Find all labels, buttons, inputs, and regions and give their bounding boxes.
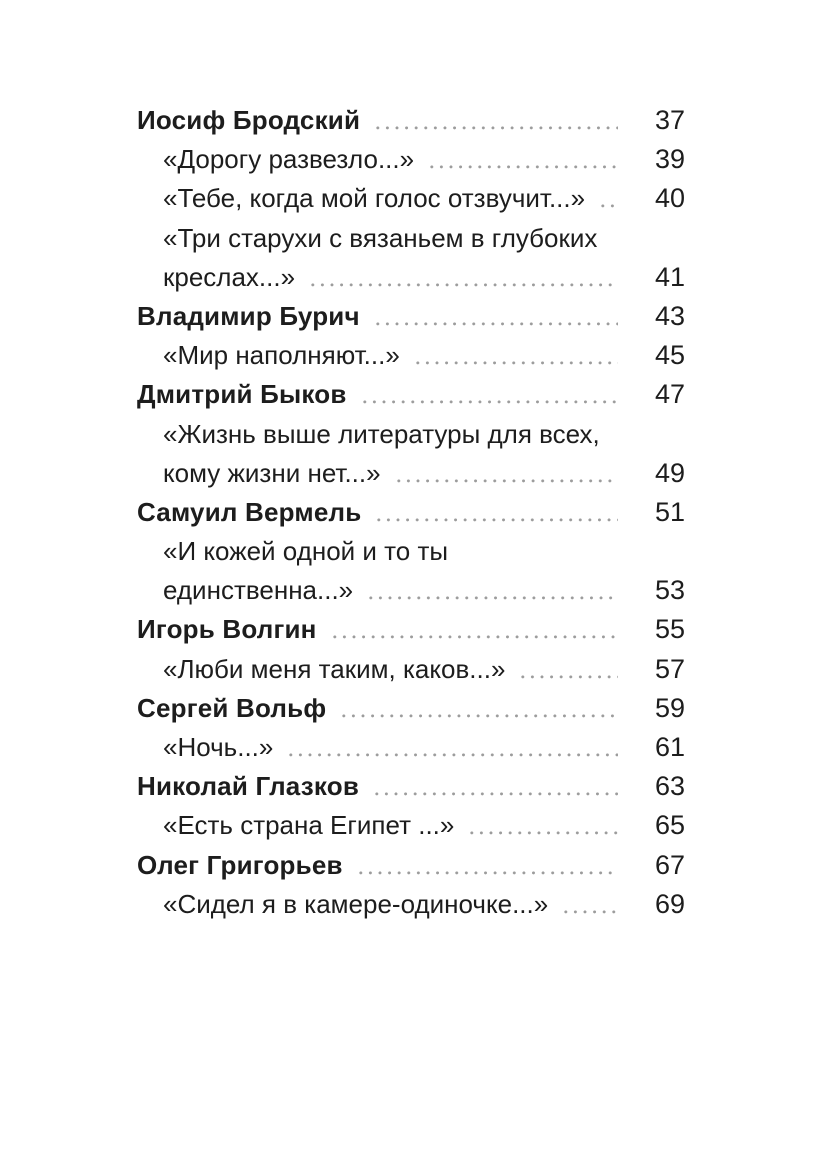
poem-title: «Три старухи с вязаньем в глубоких (163, 222, 598, 253)
page-number: 39 (654, 144, 685, 175)
toc-line (137, 689, 685, 728)
page-number: 65 (654, 810, 685, 841)
toc-author-entry (137, 689, 685, 728)
toc-line (137, 258, 685, 297)
page-number: 41 (654, 261, 685, 292)
poem-title: «Есть страна Египет ...» (163, 810, 455, 841)
dotted-leader (374, 493, 618, 532)
toc-poem-entry (137, 532, 685, 610)
toc-poem-entry (137, 415, 685, 493)
page-number: 49 (654, 457, 685, 488)
toc-line (137, 336, 685, 375)
poem-title: «Мир наполняют...» (163, 340, 400, 371)
dotted-leader (598, 179, 618, 218)
toc-line (137, 415, 685, 454)
toc-author-entry (137, 101, 685, 140)
poem-title: «Тебе, когда мой голос отзвучит...» (163, 183, 586, 214)
dotted-leader (373, 297, 618, 336)
page-number: 61 (654, 732, 685, 762)
toc-line (137, 179, 685, 218)
toc-line (137, 806, 685, 845)
dotted-leader (308, 258, 618, 297)
page-number: 57 (654, 653, 685, 684)
toc-line (137, 140, 685, 179)
toc-poem-entry (137, 885, 685, 924)
dotted-leader (394, 454, 618, 493)
poem-title: «И кожей одной и то ты (163, 536, 449, 567)
page-number: 51 (654, 496, 685, 527)
poem-title: «Жизнь выше литературы для всех, (163, 418, 600, 449)
table-of-contents (137, 101, 685, 924)
dotted-leader (518, 650, 618, 689)
toc-poem-entry (137, 728, 685, 767)
dotted-leader (360, 375, 618, 414)
toc-author-entry (137, 846, 685, 885)
author-name: Николай Глазков (137, 771, 360, 802)
page-number: 47 (654, 379, 685, 410)
toc-line (137, 101, 685, 140)
toc-line (137, 885, 685, 924)
author-name: Дмитрий Быков (137, 379, 347, 410)
toc-line (137, 767, 685, 806)
page-number: 53 (654, 575, 685, 606)
toc-author-entry (137, 493, 685, 532)
toc-author-entry (137, 297, 685, 336)
toc-line (137, 375, 685, 414)
dotted-leader (467, 806, 618, 845)
toc-line (137, 219, 685, 258)
page-number: 69 (654, 888, 685, 919)
poem-title-continued: креслах...» (163, 261, 296, 292)
toc-line (137, 846, 685, 885)
page-number: 37 (654, 105, 685, 135)
poem-title: «Дорогу развезло...» (163, 144, 415, 175)
author-name: Олег Григорьев (137, 849, 343, 880)
dotted-leader (561, 885, 618, 924)
page-number: 43 (654, 300, 685, 331)
author-name: Игорь Волгин (137, 614, 317, 645)
toc-line (137, 493, 685, 532)
poem-title: «Ночь...» (163, 732, 274, 762)
poem-title-continued: единственна...» (163, 575, 354, 606)
page-number: 63 (654, 771, 685, 802)
author-name: Владимир Бурич (137, 300, 360, 331)
toc-poem-entry (137, 806, 685, 845)
page-number: 45 (654, 340, 685, 371)
dotted-leader (372, 767, 618, 806)
poem-title: «Люби меня таким, каков...» (163, 653, 506, 684)
dotted-leader (427, 140, 618, 179)
toc-line (137, 571, 685, 610)
toc-poem-entry (137, 179, 685, 218)
page-number: 59 (654, 692, 685, 723)
toc-line (137, 610, 685, 649)
author-name: Сергей Вольф (137, 692, 327, 723)
dotted-leader (366, 571, 618, 610)
page-number: 40 (654, 183, 685, 214)
toc-author-entry (137, 375, 685, 414)
toc-line (137, 532, 685, 571)
toc-poem-entry (137, 219, 685, 297)
dotted-leader (373, 101, 618, 140)
poem-title: «Сидел я в камере-одиночке...» (163, 888, 549, 919)
toc-author-entry (137, 767, 685, 806)
poem-title-continued: кому жизни нет...» (163, 457, 381, 488)
toc-author-entry (137, 610, 685, 649)
dotted-leader (330, 610, 618, 649)
toc-line (137, 728, 685, 767)
dotted-leader (286, 728, 618, 767)
toc-line (137, 650, 685, 689)
author-name: Самуил Вермель (137, 496, 362, 527)
dotted-leader (339, 689, 618, 728)
dotted-leader (413, 336, 618, 375)
page-number: 55 (654, 614, 685, 645)
toc-poem-entry (137, 650, 685, 689)
toc-line (137, 454, 685, 493)
toc-poem-entry (137, 336, 685, 375)
page-number: 67 (654, 849, 685, 880)
author-name: Иосиф Бродский (137, 105, 361, 135)
dotted-leader (356, 846, 618, 885)
toc-poem-entry (137, 140, 685, 179)
toc-line (137, 297, 685, 336)
